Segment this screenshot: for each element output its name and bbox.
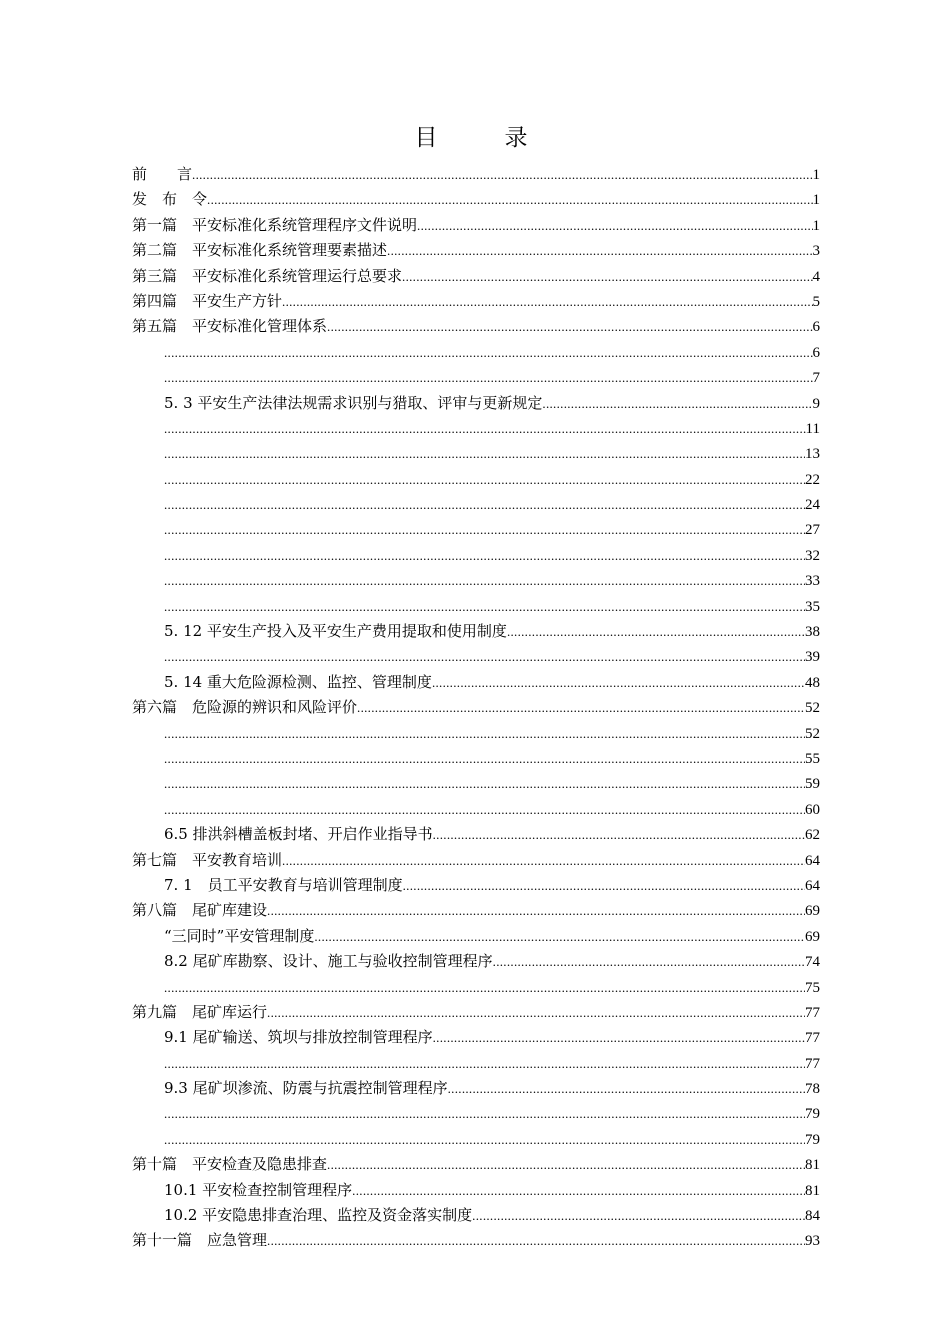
toc-entry-title: 8.2 尾矿库勘察、设计、施工与验收控制管理程序 bbox=[164, 952, 493, 971]
toc-entry[interactable] bbox=[132, 416, 820, 441]
toc-entry[interactable] bbox=[132, 924, 820, 949]
toc-entry-title: 5. 14 重大危险源检测、监控、管理制度 bbox=[164, 672, 432, 691]
toc-dot-leader bbox=[267, 898, 805, 923]
toc-entry[interactable] bbox=[132, 975, 820, 1000]
toc-entry-title: 第十篇 平安检查及隐患排查 bbox=[132, 1155, 328, 1174]
toc-dot-leader bbox=[507, 619, 805, 644]
toc-entry-page-number: 52 bbox=[805, 725, 820, 742]
toc-entry[interactable] bbox=[132, 391, 820, 416]
toc-entry[interactable] bbox=[132, 568, 820, 593]
toc-dot-leader bbox=[164, 543, 805, 568]
toc-entry[interactable] bbox=[132, 822, 820, 847]
toc-entry[interactable] bbox=[132, 848, 820, 873]
toc-entry[interactable] bbox=[132, 670, 820, 695]
toc-entry-title: 第十一篇 应急管理 bbox=[132, 1231, 268, 1250]
toc-entry[interactable] bbox=[132, 213, 820, 238]
toc-entry[interactable] bbox=[132, 517, 820, 542]
toc-entry-page-number: 78 bbox=[805, 1081, 820, 1098]
toc-entry-title: 5. 12 平安生产投入及平安生产费用提取和使用制度 bbox=[164, 622, 507, 641]
toc-dot-leader bbox=[387, 238, 812, 263]
toc-entry[interactable] bbox=[132, 1228, 820, 1253]
toc-entry-page-number: 6 bbox=[812, 319, 820, 336]
toc-dot-leader bbox=[433, 1025, 805, 1050]
toc-entry-page-number: 32 bbox=[805, 547, 820, 564]
toc-entry[interactable] bbox=[132, 594, 820, 619]
toc-entry-page-number: 13 bbox=[805, 446, 820, 463]
toc-entry-page-number: 33 bbox=[805, 573, 820, 590]
toc-dot-leader bbox=[164, 721, 805, 746]
toc-entry[interactable] bbox=[132, 873, 820, 898]
toc-entry-title: 第四篇 平安生产方针 bbox=[132, 291, 283, 310]
toc-entry-title: 前 言 bbox=[132, 165, 193, 183]
toc-entry-title: “三同时”平安管理制度 bbox=[164, 926, 315, 945]
toc-entry-page-number: 93 bbox=[805, 1233, 820, 1250]
toc-entry-title: 9.1 尾矿输送、筑坝与排放控制管理程序 bbox=[164, 1028, 433, 1047]
toc-entry-title: 第八篇 尾矿库建设 bbox=[132, 901, 268, 920]
toc-dot-leader bbox=[402, 264, 812, 289]
toc-entry-title: 第三篇 平安标准化系统管理运行总要求 bbox=[132, 266, 403, 285]
toc-dot-leader bbox=[282, 289, 812, 314]
toc-dot-leader bbox=[327, 314, 812, 339]
toc-entry-page-number: 22 bbox=[805, 471, 820, 488]
toc-entry[interactable] bbox=[132, 340, 820, 365]
toc-entry[interactable] bbox=[132, 797, 820, 822]
toc-entry-page-number: 64 bbox=[805, 877, 820, 894]
toc-entry-page-number: 69 bbox=[805, 928, 820, 945]
toc-dot-leader bbox=[164, 517, 805, 542]
toc-entry[interactable] bbox=[132, 289, 820, 314]
toc-entry-page-number: 39 bbox=[805, 649, 820, 666]
toc-dot-leader bbox=[267, 1000, 805, 1025]
toc-entry-title: 第六篇 危险源的辨识和风险评价 bbox=[132, 698, 358, 717]
toc-dot-leader bbox=[357, 695, 805, 720]
toc-entry-title: 5. 3 平安生产法律法规需求识别与猎取、评审与更新规定 bbox=[164, 393, 543, 412]
toc-entry-page-number: 60 bbox=[805, 801, 820, 818]
toc-entry-page-number: 7 bbox=[812, 370, 820, 387]
toc-entry-page-number: 6 bbox=[812, 344, 820, 361]
toc-dot-leader bbox=[493, 949, 805, 974]
toc-entry-page-number: 1 bbox=[812, 192, 820, 209]
toc-entry-page-number: 48 bbox=[805, 674, 820, 691]
toc-entry[interactable] bbox=[132, 1127, 820, 1152]
toc-dot-leader bbox=[164, 568, 805, 593]
toc-dot-leader bbox=[164, 1101, 805, 1126]
toc-entry-page-number: 59 bbox=[805, 776, 820, 793]
toc-dot-leader bbox=[164, 1127, 805, 1152]
toc-entry[interactable] bbox=[132, 949, 820, 974]
toc-entry-page-number: 79 bbox=[805, 1106, 820, 1123]
toc-entry-page-number: 38 bbox=[805, 624, 820, 641]
toc-title: 目 录 bbox=[414, 125, 550, 151]
toc-entry[interactable] bbox=[132, 898, 820, 923]
toc-entry[interactable] bbox=[132, 187, 820, 212]
toc-dot-leader bbox=[417, 213, 812, 238]
toc-entry[interactable] bbox=[132, 441, 820, 466]
toc-dot-leader bbox=[432, 670, 805, 695]
toc-entry[interactable] bbox=[132, 264, 820, 289]
toc-entry-title: 10.2 平安隐患排查治理、监控及资金落实制度 bbox=[164, 1206, 473, 1225]
toc-dot-leader bbox=[542, 391, 812, 416]
toc-dot-leader bbox=[164, 1051, 805, 1076]
toc-entry[interactable] bbox=[132, 1178, 820, 1203]
toc-entry-page-number: 3 bbox=[812, 243, 820, 260]
toc-entry-page-number: 9 bbox=[812, 395, 820, 412]
toc-dot-leader bbox=[164, 746, 805, 771]
toc-entry-page-number: 24 bbox=[805, 497, 820, 514]
toc-entry-title: 发 布 令 bbox=[132, 190, 208, 209]
toc-entry-page-number: 77 bbox=[805, 1030, 820, 1047]
toc-entry[interactable] bbox=[132, 644, 820, 669]
toc-entry-title: 第五篇 平安标准化管理体系 bbox=[132, 317, 328, 336]
toc-entry[interactable] bbox=[132, 619, 820, 644]
toc-entry-title: 第七篇 平安教育培训 bbox=[132, 850, 283, 869]
toc-entry-title: 第二篇 平安标准化系统管理要素描述 bbox=[132, 241, 388, 260]
toc-entry-page-number: 77 bbox=[805, 1055, 820, 1072]
toc-dot-leader bbox=[164, 365, 813, 390]
toc-entry-page-number: 81 bbox=[805, 1182, 820, 1199]
toc-entry-page-number: 74 bbox=[805, 954, 820, 971]
toc-entry[interactable] bbox=[132, 543, 820, 568]
toc-dot-leader bbox=[164, 416, 806, 441]
toc-dot-leader bbox=[164, 340, 813, 365]
toc-entry[interactable] bbox=[132, 746, 820, 771]
toc-entry-page-number: 75 bbox=[805, 979, 820, 996]
toc-entry-title: 第九篇 尾矿库运行 bbox=[132, 1002, 268, 1021]
toc-dot-leader bbox=[267, 1228, 805, 1253]
toc-entry-page-number: 55 bbox=[805, 750, 820, 767]
toc-entry[interactable] bbox=[132, 695, 820, 720]
toc-dot-leader bbox=[448, 1076, 805, 1101]
toc-dot-leader bbox=[164, 644, 805, 669]
toc-entry[interactable] bbox=[132, 771, 820, 796]
toc-dot-leader bbox=[472, 1203, 805, 1228]
toc-dot-leader bbox=[164, 594, 805, 619]
toc-entry[interactable] bbox=[132, 238, 820, 263]
toc-entry-page-number: 5 bbox=[812, 293, 820, 310]
toc-entry-page-number: 69 bbox=[805, 903, 820, 920]
toc-entry-page-number: 77 bbox=[805, 1004, 820, 1021]
toc-entry[interactable] bbox=[132, 1152, 820, 1177]
toc-entry[interactable] bbox=[132, 1051, 820, 1076]
toc-dot-leader bbox=[164, 975, 805, 1000]
toc-entry[interactable] bbox=[132, 1025, 820, 1050]
toc-dot-leader bbox=[352, 1178, 805, 1203]
toc-entry-page-number: 35 bbox=[805, 598, 820, 615]
toc-entry-page-number: 27 bbox=[805, 522, 820, 539]
toc-entry[interactable] bbox=[132, 1101, 820, 1126]
toc-entry-title: 6.5 排洪斜槽盖板封堵、开启作业指导书 bbox=[164, 825, 433, 844]
toc-entry-title: 7. 1 员工平安教育与培训管理制度 bbox=[164, 875, 403, 894]
toc-dot-leader bbox=[164, 492, 805, 517]
toc-entry-page-number: 11 bbox=[805, 420, 820, 437]
toc-dot-leader bbox=[327, 1152, 805, 1177]
toc-entry[interactable] bbox=[132, 314, 820, 339]
toc-entry[interactable] bbox=[132, 1076, 820, 1101]
toc-entry[interactable] bbox=[132, 1203, 820, 1228]
toc-dot-leader bbox=[164, 771, 805, 796]
toc-entry-page-number: 52 bbox=[805, 700, 820, 717]
toc-entry-title: 10.1 平安检查控制管理程序 bbox=[164, 1180, 353, 1199]
toc-dot-leader bbox=[192, 162, 812, 187]
toc-dot-leader bbox=[207, 187, 812, 212]
toc-entry-page-number: 62 bbox=[805, 827, 820, 844]
toc-entry[interactable] bbox=[132, 1000, 820, 1025]
toc-entry[interactable] bbox=[132, 721, 820, 746]
toc-dot-leader bbox=[164, 797, 805, 822]
toc-entry-page-number: 1 bbox=[812, 217, 820, 234]
toc-entry-page-number: 81 bbox=[805, 1157, 820, 1174]
toc-dot-leader bbox=[164, 441, 805, 466]
toc-entry-page-number: 79 bbox=[805, 1131, 820, 1148]
toc-entry-title: 第一篇 平安标准化系统管理程序文件说明 bbox=[132, 215, 418, 234]
toc-list bbox=[132, 162, 820, 1254]
toc-entry-page-number: 84 bbox=[805, 1208, 820, 1225]
toc-entry[interactable] bbox=[132, 492, 820, 517]
toc-dot-leader bbox=[433, 822, 805, 847]
toc-dot-leader bbox=[403, 873, 805, 898]
toc-entry-page-number: 64 bbox=[805, 852, 820, 869]
toc-entry-page-number: 4 bbox=[812, 268, 820, 285]
toc-dot-leader bbox=[282, 848, 805, 873]
toc-entry[interactable] bbox=[132, 162, 820, 187]
toc-entry[interactable] bbox=[132, 365, 820, 390]
toc-entry-page-number: 1 bbox=[812, 167, 820, 183]
toc-dot-leader bbox=[314, 924, 805, 949]
toc-entry-title: 9.3 尾矿坝渗流、防震与抗震控制管理程序 bbox=[164, 1079, 448, 1098]
toc-entry[interactable] bbox=[132, 467, 820, 492]
toc-dot-leader bbox=[164, 467, 805, 492]
